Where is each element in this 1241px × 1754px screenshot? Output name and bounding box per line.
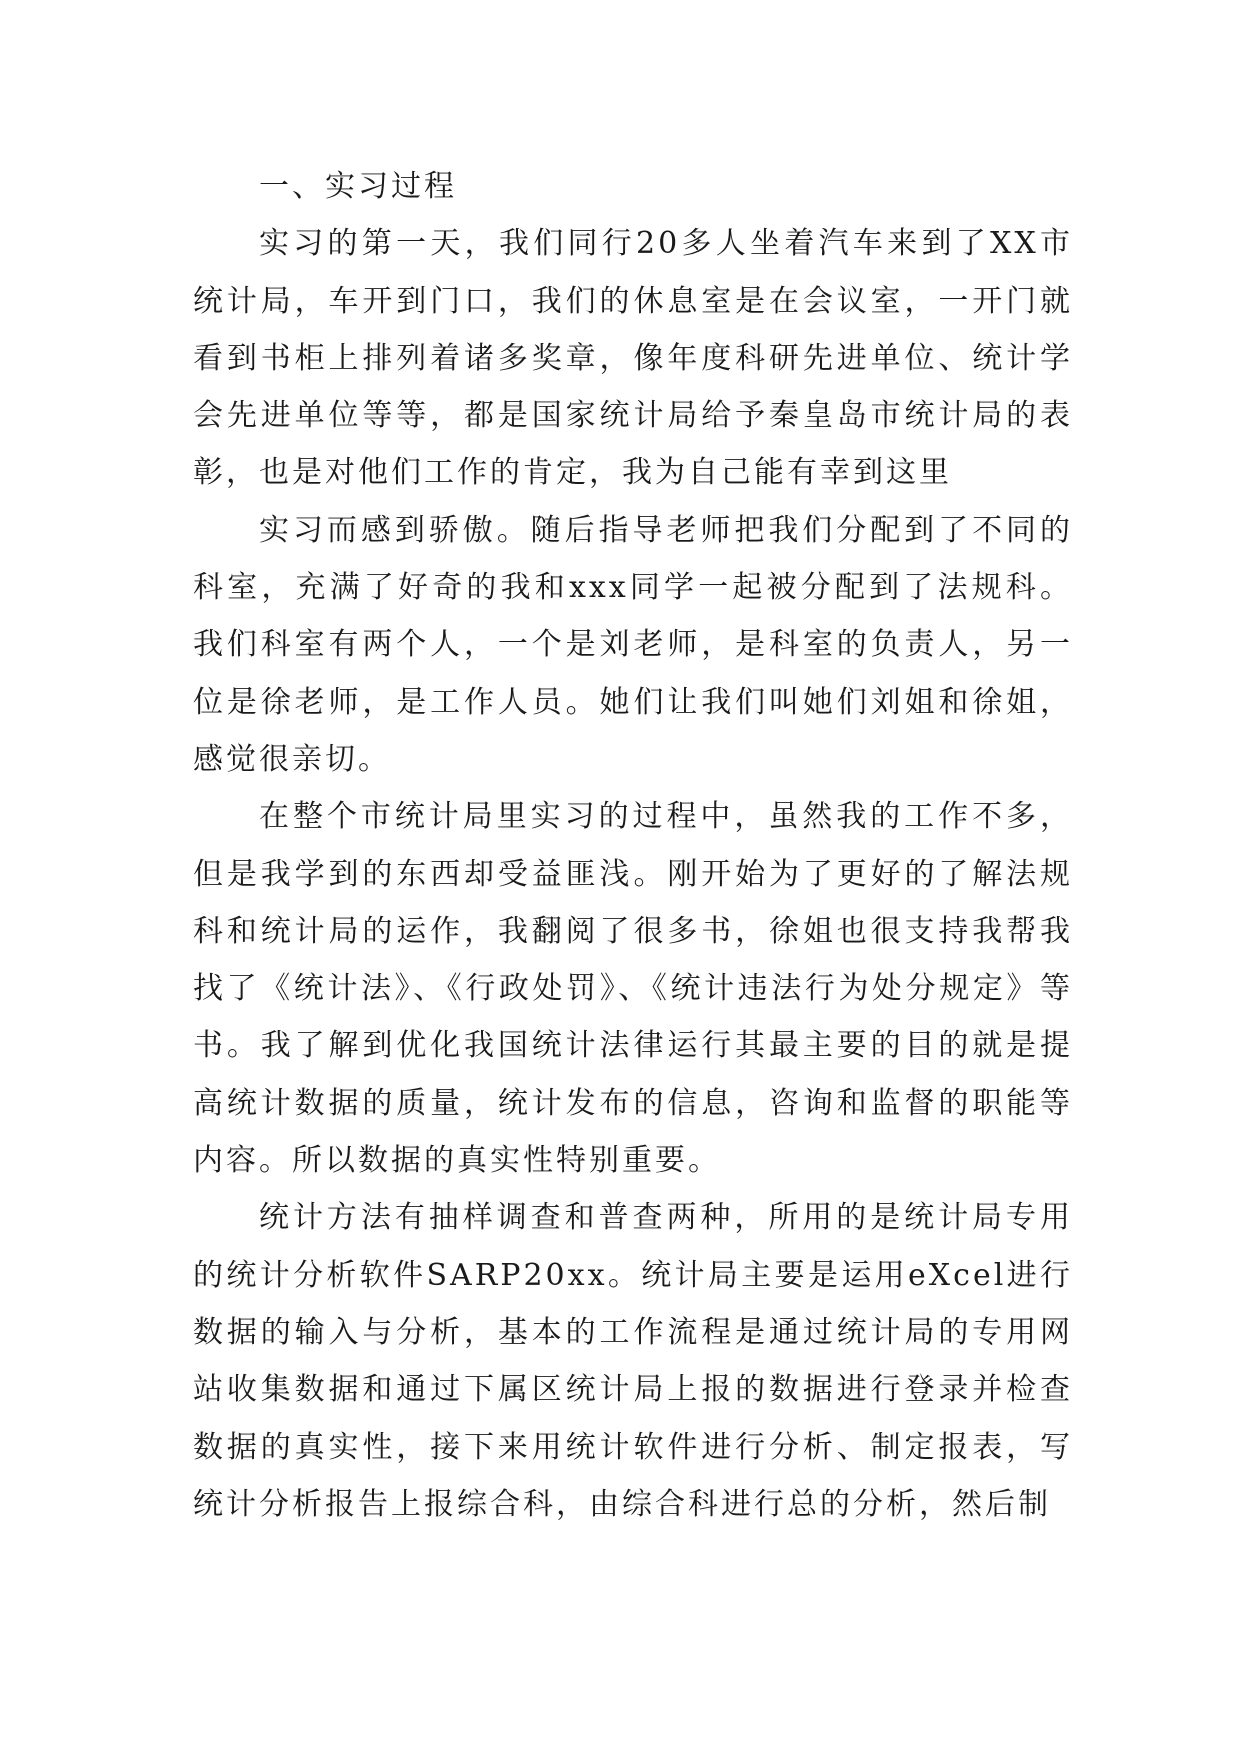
paragraph-1: 实习的第一天，我们同行20多人坐着汽车来到了XX市统计局，车开到门口，我们的休息室是在会议室，一开门就看到书柜上排列着诸多奖章，像年度科研先进单位、统计学会先进单位等等，都是国家统计局给予秦皇岛市统计局的表彰，也是对他们工作的肯定，我为自己能有幸到这里 xyxy=(193,226,1073,491)
paragraph-4: 统计方法有抽样调查和普查两种，所用的是统计局专用的统计分析软件SARP20xx。统计局主要是运用eXcel进行数据的输入与分析，基本的工作流程是通过统计局的专用网站收集数据和通过下属区统计局上报的数据进行登录并检查数据的真实性，接下来用统计软件进行分析、制定报表，写统计分析报告上报综合科，由综合科进行总的分析，然后制 xyxy=(193,1200,1073,1522)
paragraph-2: 实习而感到骄傲。随后指导老师把我们分配到了不同的科室，充满了好奇的我和xxx同学一起被分配到了法规科。我们科室有两个人，一个是刘老师，是科室的负责人，另一位是徐老师，是工作人员。她们让我们叫她们刘姐和徐姐，感觉很亲切。 xyxy=(193,512,1073,777)
section-heading: 一、实习过程 xyxy=(259,169,457,204)
paragraph-3: 在整个市统计局里实习的过程中，虽然我的工作不多，但是我学到的东西却受益匪浅。刚开始为了更好的了解法规科和统计局的运作，我翻阅了很多书，徐姐也很支持我帮我找了《统计法》、《行政处罚》、《统计违法行为处分规定》等书。我了解到优化我国统计法律运行其最主要的目的就是提高统计数据的质量，统计发布的信息，咨询和监督的职能等内容。所以数据的真实性特别重要。 xyxy=(193,799,1073,1179)
document-body xyxy=(193,158,1073,1533)
